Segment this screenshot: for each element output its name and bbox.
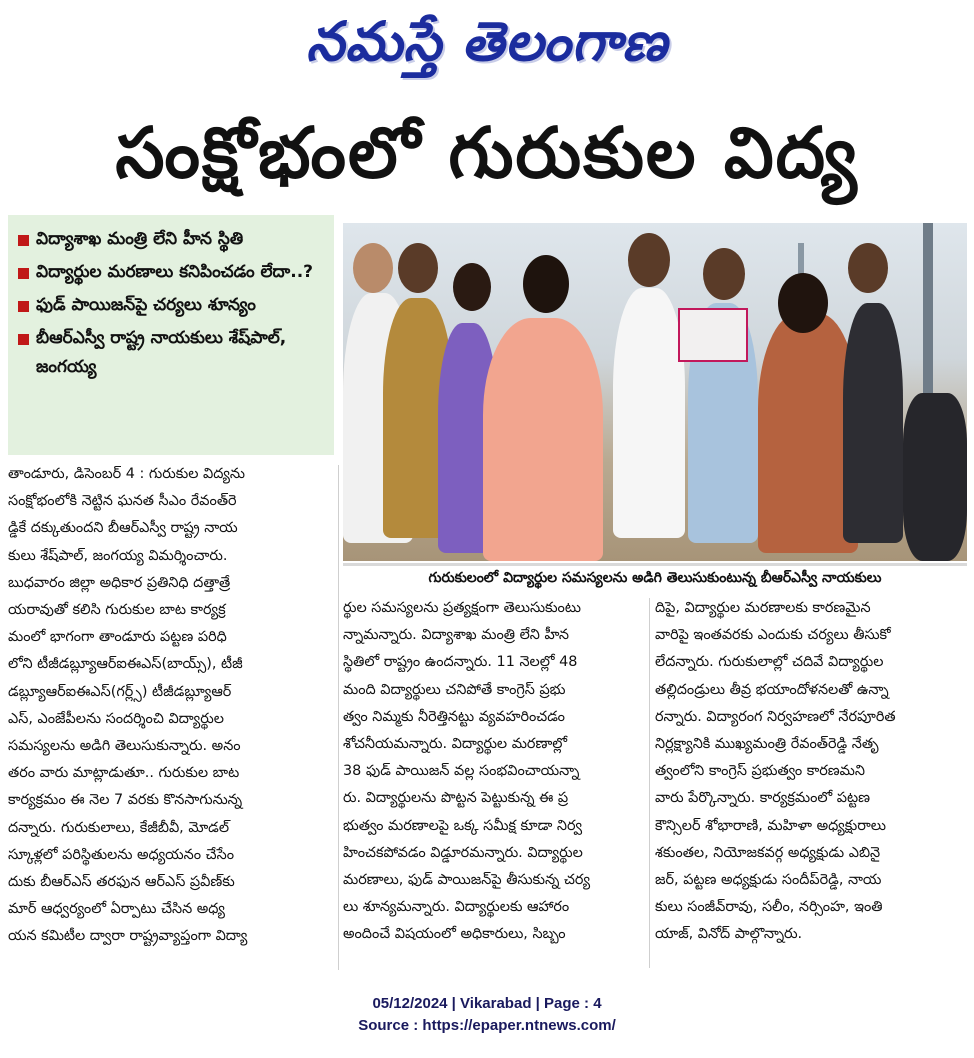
- article-line: డ్డికే దక్కుతుందని బీఆర్‌ఎస్వీ రాష్ట్ర నాయ: [8, 520, 238, 537]
- photo-person-head: [848, 243, 888, 293]
- photo-person: [613, 288, 685, 538]
- news-photo: [343, 223, 967, 561]
- highlight-item: [16, 324, 326, 382]
- article-column-3: [655, 595, 967, 949]
- article-line: దిపై, విద్యార్థుల మరణాలకు కారణమైన: [655, 600, 871, 616]
- article-line: దుకు బీఆర్ఎస్ తరఫున ఆర్ఎస్ ప్రవీణ్‌కు: [8, 874, 235, 891]
- article-line: 38 ఫుడ్ పాయిజన్ వల్ల సంభవించాయన్నా: [343, 763, 580, 780]
- highlight-item: [16, 258, 326, 287]
- highlight-item: [16, 225, 326, 254]
- photo-person-head: [353, 243, 393, 293]
- masthead: [0, 6, 974, 76]
- article-column-1: [8, 461, 334, 951]
- photo-person-head: [453, 263, 491, 311]
- highlights-box: [8, 215, 334, 455]
- article-line: లు శూన్యమన్నారు. విద్యార్థులకు ఆహారం: [343, 899, 570, 916]
- source-label: Source :: [358, 1017, 423, 1034]
- article-line: తరం వారు మాట్లాడుతూ.. గురుకుల బాట: [8, 765, 240, 782]
- article-line: అందించే విషయంలో అధికారులు, సిబ్బం: [343, 926, 566, 943]
- photo-person: [483, 318, 603, 561]
- highlight-item: [16, 291, 326, 320]
- photo-person-head: [523, 255, 569, 313]
- photo-pamphlet: [678, 308, 748, 362]
- article-line: లేదన్నారు. గురుకులాల్లో చదివే విద్యార్థుల: [655, 654, 884, 671]
- photo-person-head: [398, 243, 438, 293]
- article-line: మంలో భాగంగా తాండూరు పట్టణ పరిధి: [8, 629, 227, 646]
- article-line: మరణాలు, ఫుడ్ పాయిజన్‌పై తీసుకున్న చర్య: [343, 872, 591, 889]
- article-line: ర్థుల సమస్యలను ప్రత్యక్షంగా తెలుసుకుంటు: [343, 600, 581, 616]
- article-line: వారు పేర్కొన్నారు. కార్యక్రమంలో పట్టణ: [655, 790, 871, 807]
- page-footer: [0, 993, 974, 1037]
- article-line: తల్లిదండ్రులు తీవ్ర భయాందోళనలతో ఉన్నా: [655, 681, 889, 698]
- article-line: తాండూరు, డిసెంబర్ 4 : గురుకుల విద్యను: [8, 466, 246, 482]
- highlight-text: బీఆర్‌ఎస్వీ రాష్ట్ర నాయకులు శేష్‌పాల్, జంగయ్య: [36, 328, 287, 377]
- photo-caption: గురుకులంలో విద్యార్థుల సమస్యలను అడిగి తెలుసుకుంటున్న బీఆర్‌ఎస్వీ నాయకులు: [343, 563, 967, 591]
- article-line: లోని టీజీడబ్ల్యూఆర్ఐఈఎస్(బాయ్స్), టీజీ: [8, 656, 243, 673]
- column-divider: [649, 598, 650, 968]
- article-line: రన్నారు. విద్యారంగ నిర్వహణలో నేరపూరిత: [655, 708, 896, 725]
- article-line: బుధవారం జిల్లా అధికార ప్రతినిధి దత్తాత్రే: [8, 574, 231, 591]
- article-line: త్వం నిమ్మకు నీరెత్తినట్టు వ్యవహరించడం: [343, 708, 565, 725]
- highlight-text: ఫుడ్ పాయిజన్‌పై చర్యలు శూన్యం: [36, 295, 256, 315]
- article-line: భుత్వం మరణాలపై ఒక్క సమీక్ష కూడా నిర్వ: [343, 817, 583, 834]
- article-line: యరావుతో కలిసి గురుకుల బాట కార్యక్ర: [8, 602, 226, 619]
- column-divider: [338, 465, 339, 970]
- edition-info: 05/12/2024 | Vikarabad | Page : 4: [372, 995, 602, 1012]
- article-line: సమస్యలను అడిగి తెలుసుకున్నారు. అనం: [8, 738, 241, 755]
- photo-person-head: [778, 273, 828, 333]
- article-line: దన్నారు. గురుకులాలు, కేజీబీవీ, మోడల్: [8, 819, 230, 836]
- article-line: కులు శేష్‌పాల్, జంగయ్య విమర్శించారు.: [8, 547, 228, 564]
- article-line: ఎస్, ఎంజేపీలను సందర్శించి విద్యార్థుల: [8, 710, 224, 727]
- bullet-square-icon: [18, 301, 29, 312]
- article-line: కౌన్సిలర్ శోభారాణి, మహిళా అధ్యక్షురాలు: [655, 817, 886, 834]
- photo-person-head: [628, 233, 670, 287]
- highlight-text: విద్యాశాఖ మంత్రి లేని హీన స్థితి: [36, 229, 244, 249]
- article-line: హించకపోవడం విడ్డూరమన్నారు. విద్యార్థుల: [343, 844, 583, 861]
- newspaper-logo: నమస్తే తెలంగాణ: [306, 9, 668, 73]
- article-line: వారిపై ఇంతవరకు ఎందుకు చర్యలు తీసుకో: [655, 627, 891, 644]
- article-line: మార్ ఆధ్వర్యంలో ఏర్పాటు చేసిన అధ్య: [8, 901, 225, 918]
- bullet-square-icon: [18, 268, 29, 279]
- article-line: శకుంతల, నియోజకవర్గ అధ్యక్షుడు ఎబినై: [655, 844, 881, 861]
- article-line: జర్, పట్టణ అధ్యక్షుడు సందీప్‌రెడ్డి, నాయ: [655, 872, 882, 889]
- article-line: యన కమిటీల ద్వారా రాష్ట్రవ్యాప్తంగా విద్యా: [8, 928, 248, 945]
- article-line: కులు సంజీవ్‌రావు, సలీం, నర్సింహ, ఇంతి: [655, 899, 883, 916]
- article-line: కార్యక్రమం ఈ నెల 7 వరకు కొనసాగునున్న: [8, 792, 243, 809]
- source-line: [0, 1015, 974, 1037]
- article-line: యాజ్, వినోద్ పాల్గొన్నారు.: [655, 926, 803, 943]
- article-line: స్థితిలో రాష్ట్రం ఉందన్నారు. 11 నెలల్లో 48: [343, 654, 578, 671]
- article-line: శోచనీయమన్నారు. విద్యార్థుల మరణాల్లో: [343, 736, 568, 753]
- photo-person: [843, 303, 903, 543]
- page-title: సంక్షోభంలో గురుకుల విద్య: [115, 112, 859, 194]
- photo-person-head: [703, 248, 745, 300]
- article-line: మంది విద్యార్థులు చనిపోతే కాంగ్రెస్ ప్రభు: [343, 681, 566, 698]
- article-line: రు. విద్యార్థులను పొట్టన పెట్టుకున్న ఈ ప్ర: [343, 790, 569, 807]
- bullet-square-icon: [18, 334, 29, 345]
- article-line: న్నామన్నారు. విద్యాశాఖ మంత్రి లేని హీన: [343, 627, 569, 644]
- article-column-2: [343, 595, 643, 949]
- bullet-square-icon: [18, 235, 29, 246]
- article-line: సంక్షోభంలోకి నెట్టిన ఘనత సీఎం రేవంత్‌రె: [8, 493, 237, 510]
- source-link[interactable]: https://epaper.ntnews.com/: [422, 1017, 616, 1034]
- highlight-text: విద్యార్థుల మరణాలు కనిపించడం లేదా..?: [36, 262, 314, 282]
- photo-motorbike: [903, 393, 967, 561]
- article-line: స్కూళ్లలో పరిస్థితులను అధ్యయనం చేసేం: [8, 846, 234, 863]
- article-line: నిర్లక్ష్యానికి ముఖ్యమంత్రి రేవంత్‌రెడ్డి నేతృ: [655, 736, 879, 753]
- article-line: త్వంలోని కాంగ్రెస్ ప్రభుత్వం కారణమని: [655, 763, 865, 780]
- article-line: డబ్ల్యూఆర్ఐఈఎస్(గర్ల్స్) టీజీడబ్ల్యూఆర్: [8, 683, 232, 700]
